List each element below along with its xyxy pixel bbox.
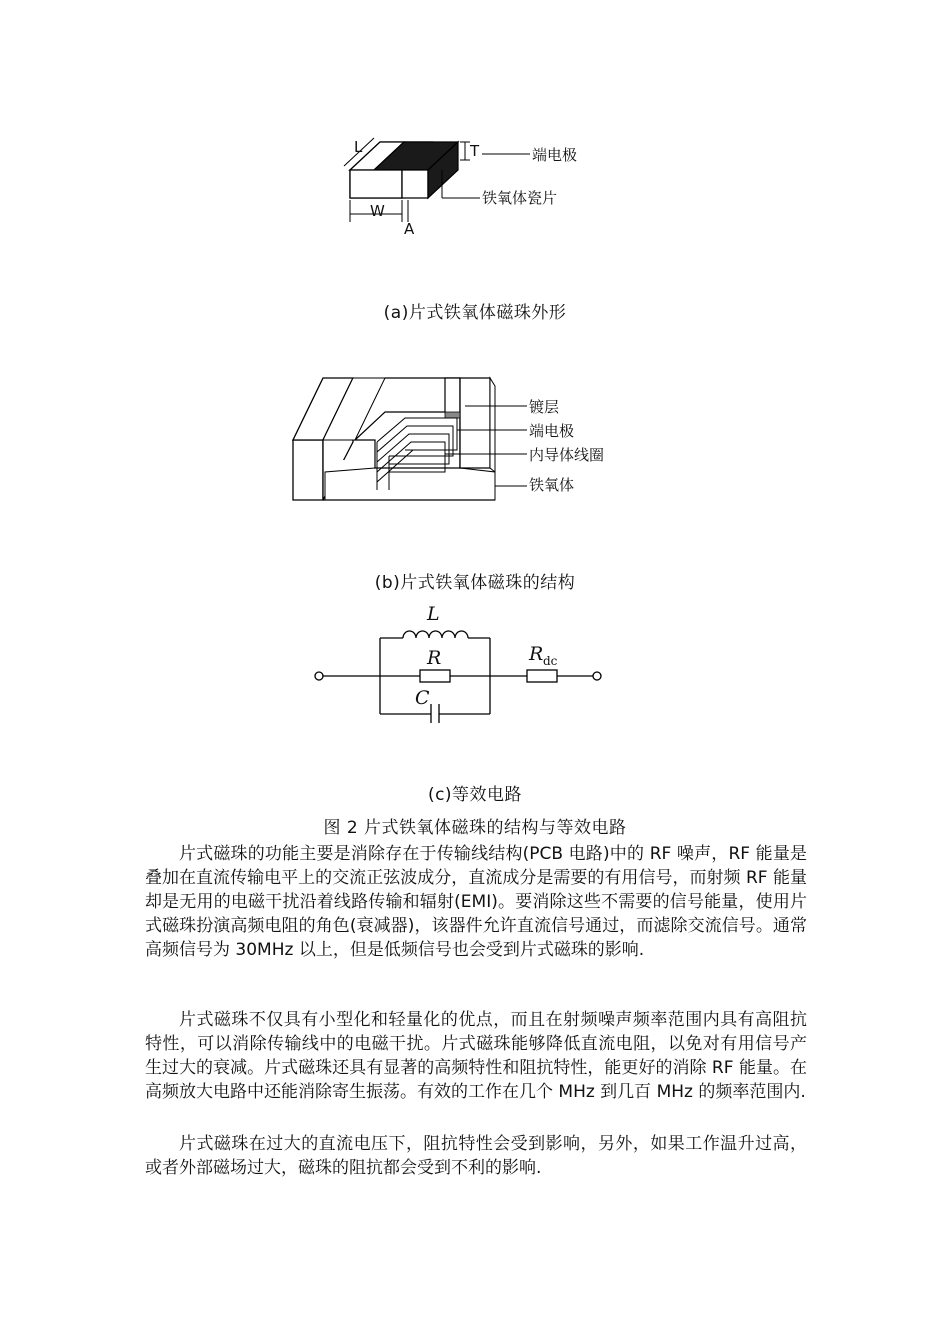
caption-figure-c: (c)等效电路: [427, 785, 523, 805]
dim-label-w: W: [370, 202, 385, 220]
label-end-electrode: 端电极: [532, 146, 578, 164]
equivalent-circuit-diagram: [305, 598, 615, 723]
figure-a-chip-outline: [330, 130, 630, 240]
bead-structure-diagram: [285, 372, 625, 512]
figure-b-structure: [285, 372, 625, 512]
caption-figure-a: (a)片式铁氧体磁珠外形: [383, 303, 567, 323]
circuit-label-r: R: [427, 647, 442, 669]
label-plating: 镀层: [529, 398, 560, 416]
circuit-label-rdc: R: [529, 643, 544, 665]
dim-label-a: A: [404, 220, 415, 238]
label-end-electrode-b: 端电极: [529, 422, 575, 440]
dim-label-t: T: [470, 142, 480, 160]
figure-c-equivalent-circuit: [305, 598, 615, 723]
circuit-label-rdc-subscript: dc: [543, 654, 558, 668]
label-ferrite-chip: 铁氧体瓷片: [482, 189, 558, 207]
paragraph-3: 片式磁珠在过大的直流电压下，阻抗特性会受到影响，另外，如果工作温升过高，或者外部磁场过大，磁珠的阻抗都会受到不利的影响.: [145, 1134, 807, 1178]
figure-title: 图 2 片式铁氧体磁珠的结构与等效电路: [323, 818, 627, 838]
chip-outline-diagram: [330, 130, 630, 240]
circuit-label-c: C: [415, 687, 430, 709]
label-inner-coil: 内导体线圈: [529, 446, 605, 464]
label-ferrite: 铁氧体: [529, 476, 575, 494]
dim-label-l: L: [354, 138, 363, 156]
circuit-label-l: L: [427, 603, 440, 625]
paragraph-1: 片式磁珠的功能主要是消除存在于传输线结构(PCB 电路)中的 RF 噪声，RF 能量是叠加在直流传输电平上的交流正弦波成分，直流成分是需要的有用信号，而射频 RF 能量却是无用的电磁干扰沿着线路传输和辐射(EMI)。要消除这些不需要的信号能量，使用片式磁珠扮演高频电阻的角色(衰减器)，该器件允许直流信号通过，而滤除交流信号。通常高频信号为 30MHz 以上，但是低频信号也会受到片式磁珠的影响.: [145, 844, 807, 960]
caption-figure-b: (b)片式铁氧体磁珠的结构: [374, 573, 576, 593]
paragraph-2: 片式磁珠不仅具有小型化和轻量化的优点，而且在射频噪声频率范围内具有高阻抗特性，可以消除传输线中的电磁干扰。片式磁珠能够降低直流电阻，以免对有用信号产生过大的衰减。片式磁珠还具有显著的高频特性和阻抗特性，能更好的消除 RF 能量。在高频放大电路中还能消除寄生振荡。有效的工作在几个 MHz 到几百 MHz 的频率范围内.: [145, 1010, 807, 1102]
